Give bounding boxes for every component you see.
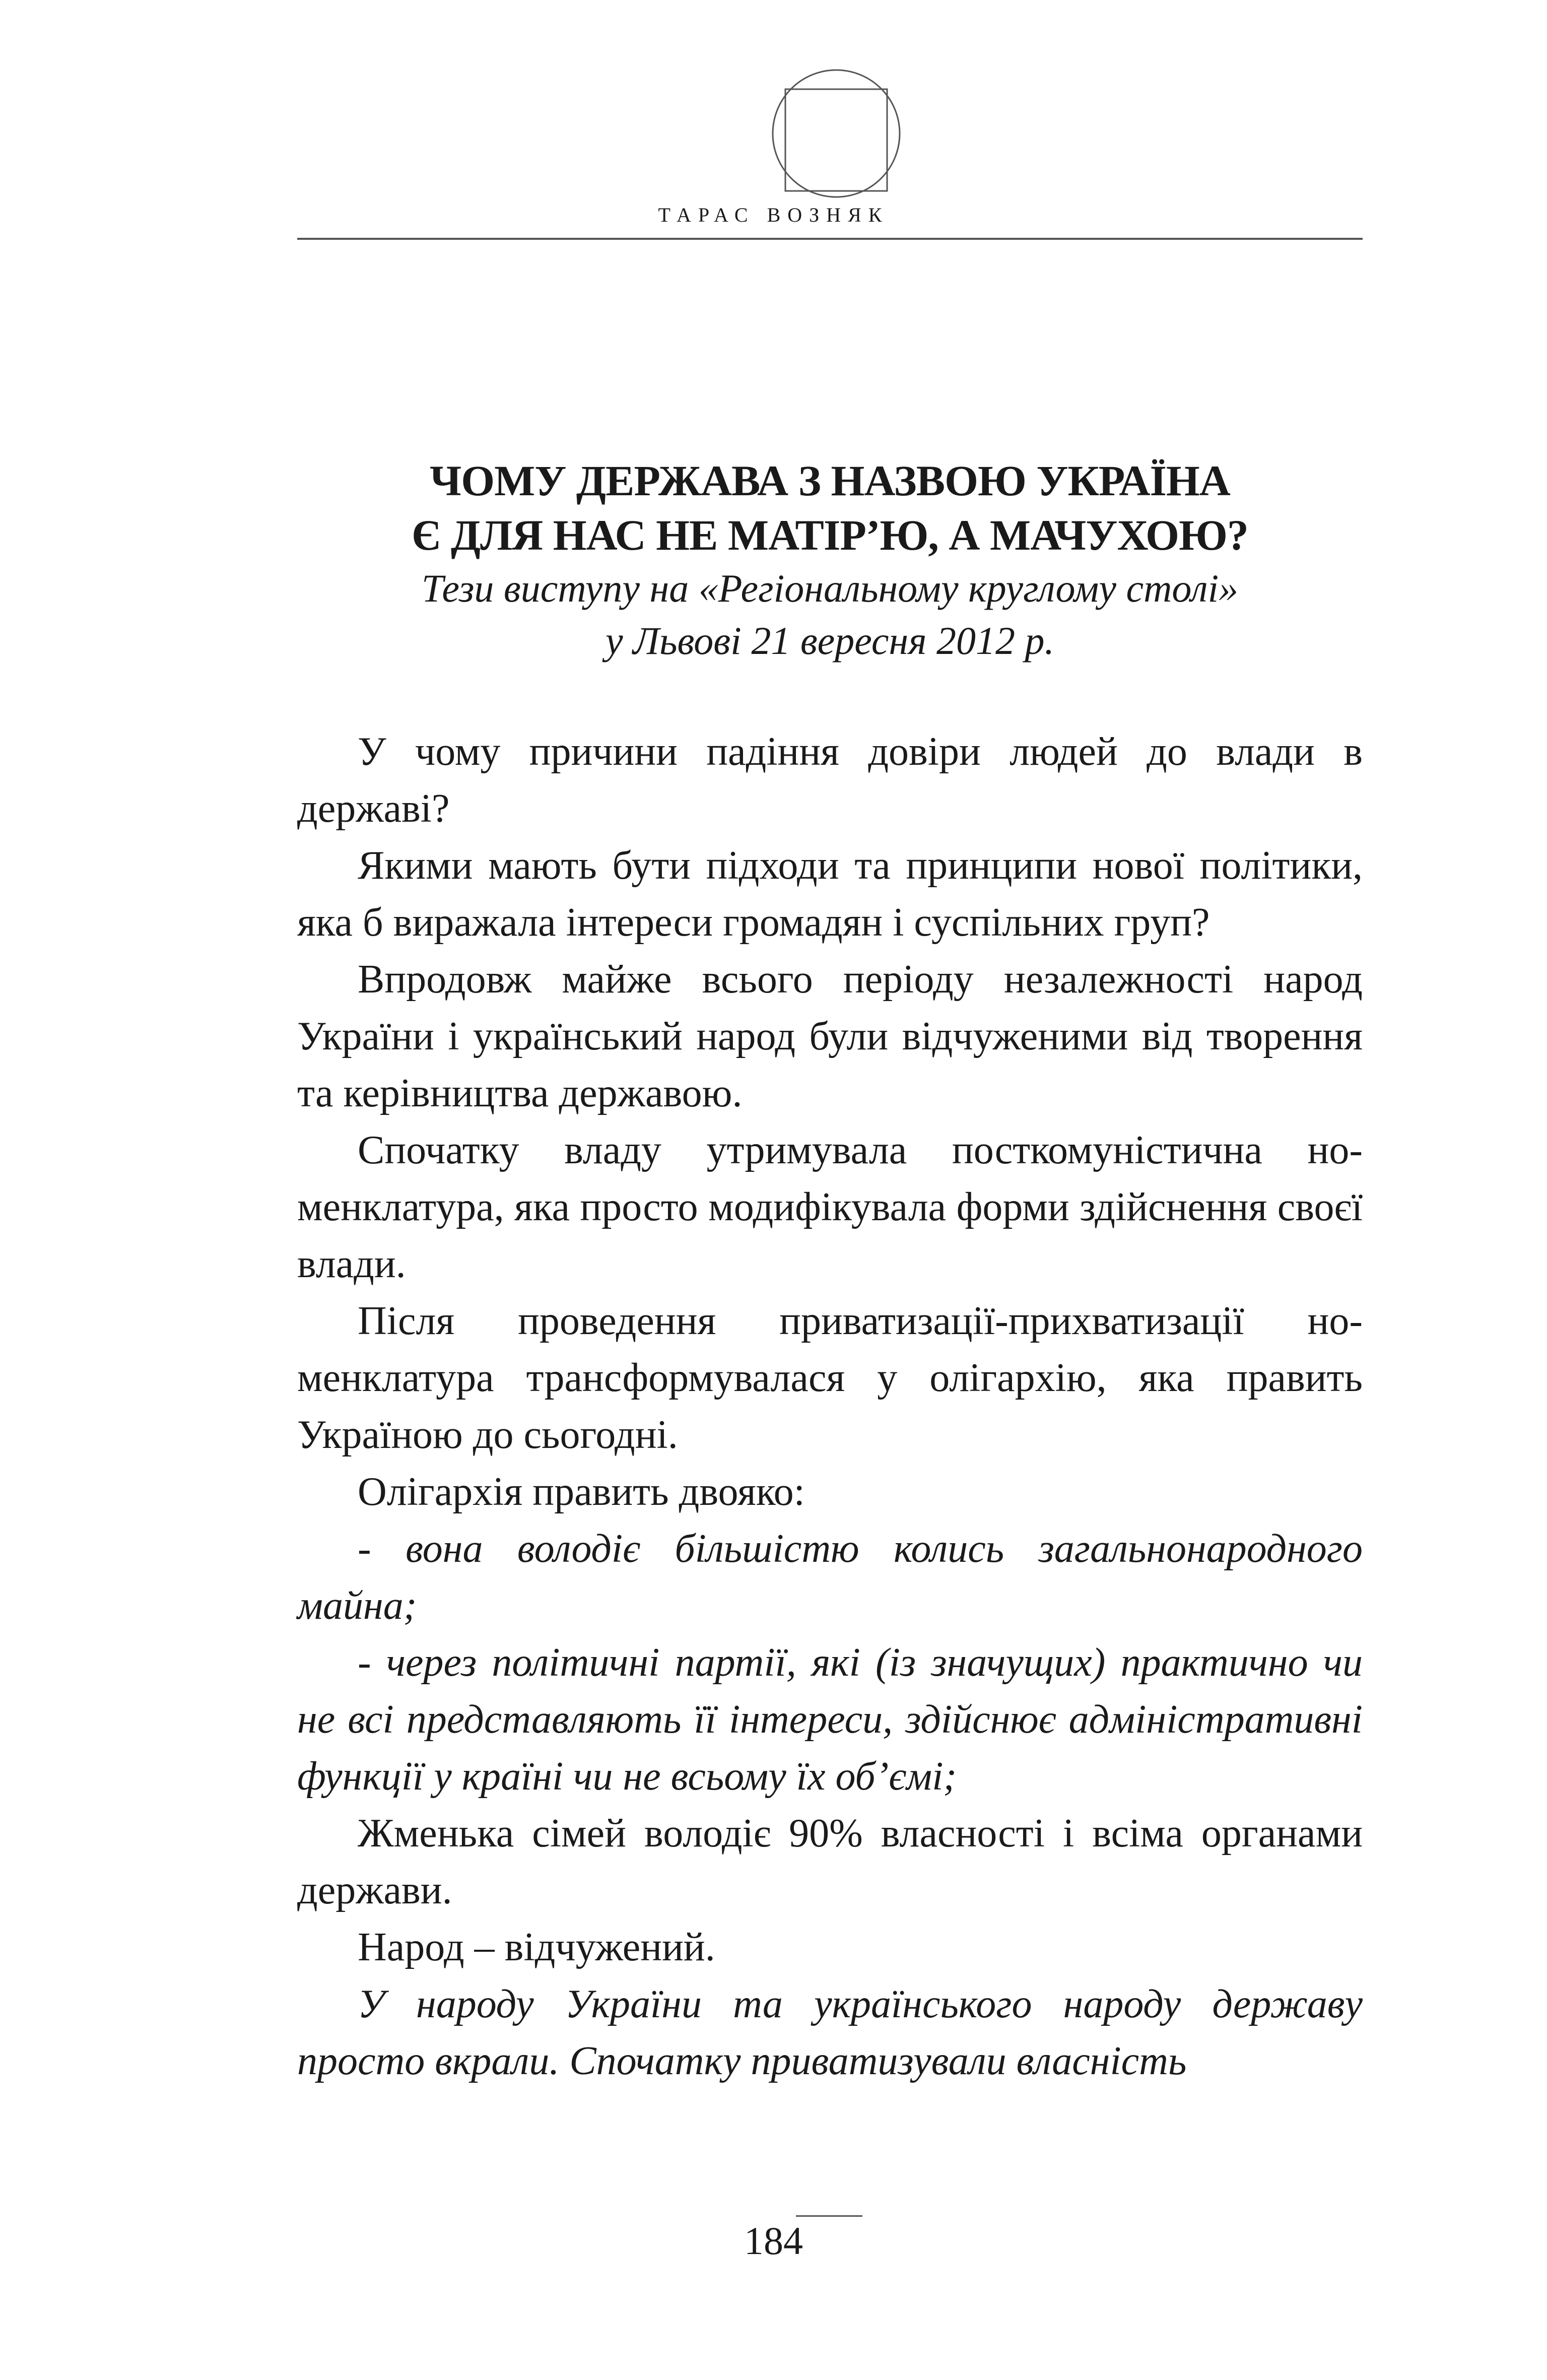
paragraph: Жменька сімей володіє 90% власності і всіма органами держави. — [297, 1811, 1363, 1912]
page-number: 184 — [744, 2219, 803, 2263]
paragraph: Олігархія править двояко: — [358, 1470, 805, 1514]
subtitle-line-1: Тези виступу на «Регіональному круглому столі» — [421, 566, 1239, 610]
paragraph: Народ – відчужений. — [358, 1925, 715, 1969]
subtitle-line-2: у Львові 21 вересня 2012 р. — [606, 619, 1054, 663]
paragraph-italic: - вона володіє більшістю колись загальнонародного майна; — [297, 1527, 1363, 1628]
header-rule — [297, 238, 1363, 240]
running-head-author: ТАРАС ВОЗНЯК — [658, 204, 889, 226]
paragraph: Якими мають бути підходи та принципи нової політики, яка б виражала інтереси громадян і суспільних груп? — [297, 843, 1363, 945]
circle-in-square-icon — [771, 68, 902, 199]
title-block — [297, 453, 1363, 667]
title-line-1: ЧОМУ ДЕРЖАВА З НАЗВОЮ УКРАЇНА — [430, 456, 1230, 505]
paragraph: Впродовж майже всього періоду незалежності народ України і український народ були відчуженими від творення та керівництва державою. — [297, 957, 1363, 1115]
paragraph-italic: У народу України та українського народу державу просто вкрали. Спочатку приватизували власність — [297, 1982, 1363, 2083]
paragraph-italic: - через політичні партії, які (із значущих) практично чи не всі представляють її інтереси, здійснює адміністративні функції у країні чи не всьому їх об’ємі; — [297, 1640, 1363, 1799]
paragraph: Спочатку владу утримувала посткомуністична номенклатура, яка просто модифікувала форми здійснення своєї влади. — [297, 1128, 1363, 1286]
body-text — [297, 723, 1363, 2090]
paragraph: Після проведення приватизації-прихватизації номенклатура трансформувалася у олігархію, яка править Україною до сьогодні. — [297, 1299, 1363, 1457]
paragraph: У чому причини падіння довіри людей до влади в державі? — [297, 730, 1363, 831]
title-line-2: Є ДЛЯ НАС НЕ МАТІР’Ю, А МАЧУХОЮ? — [412, 511, 1248, 559]
